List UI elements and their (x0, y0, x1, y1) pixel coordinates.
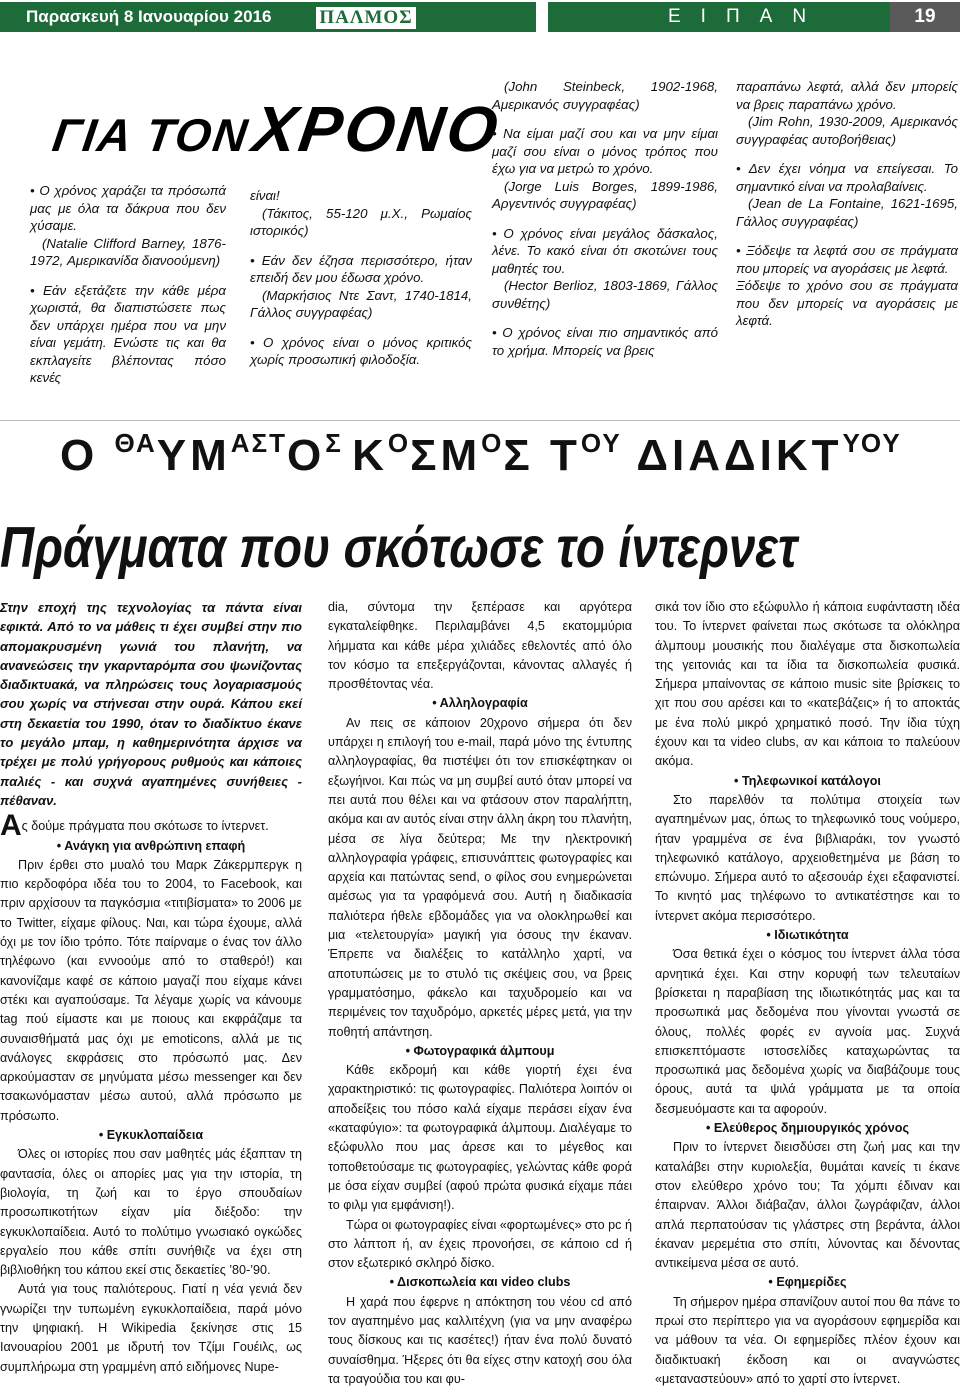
section-divider (0, 420, 960, 421)
quote-paragraph: • Δεν έχει νόημα να επείγεσαι. Το σημαντικό είναι να προλαβαίνεις. (736, 161, 958, 194)
kicker-part: ΔΙΑΔΙΚΤ (621, 431, 843, 480)
kicker-part: ΣΜ (410, 431, 482, 480)
drop-cap: Α (0, 809, 22, 843)
article-subheading: • Εγκυκλοπαίδεια (98, 1128, 204, 1143)
quotes-column-1 (30, 182, 226, 387)
quotes-section (0, 72, 960, 412)
article-paragraph: Η χαρά που έφερνε η απόκτηση του νέου cd από τον αγαπημένο μας καλλιτέχνη (για να μην αναφέρω τους δίσκους και τις κασέτες!) ήταν ένα πολύ δυνατό συναίσθημα. Ήξερες ότι θα είχες στην κατοχή σου όλα τα τραγούδια του και φυ- (328, 1294, 632, 1386)
header-right-bar (548, 2, 960, 32)
page-header (0, 0, 960, 34)
article-column-1-body (0, 837, 302, 1377)
article-paragraph: Όλες οι ιστορίες που σαν μαθητές μάς έξαπταν τη φαντασία, όλες οι απορίες μας για την ιστορία, τη βιολογία, τη ζωή και το έργο σπουδαίων προσωπικοτήτων είχαν μία διέξοδο: την εγκυκλοπαίδεια. Αυτό το πολύτιμο γνωσιακό ογκώδες εργαλείο που κάθε σπίτι συνήθιζε να έχει στη βιβλιοθήκη του κάπου εκεί στις δεκαετίες ’80-’90. (0, 1147, 302, 1278)
quote-paragraph: • Εάν δεν έζησα περισσότερο, ήταν επειδή δεν μου έδωσα χρόνο. (250, 252, 472, 285)
kicker-part: Σ (325, 428, 353, 458)
quote-paragraph: παραπάνω λεφτά, αλλά δεν μπορείς να βρεις παραπάνω χρόνο. (736, 79, 958, 112)
quote-paragraph: (Μαρκήσιος Ντε Σαντ, 1740-1814, Γάλλος συγγραφέας) (250, 287, 472, 320)
article-subheading: • Ελεύθερος δημιουργικός χρόνος (705, 1121, 910, 1136)
article-subheading: • Τηλεφωνικοί κατάλογοι (734, 773, 881, 788)
quote-paragraph: • Ο χρόνος είναι ο μόνος κριτικός χωρίς προσωπική φιλοδοξία. (250, 334, 472, 367)
kicker-part: Σ Τ (503, 431, 581, 480)
article-paragraph: Πριν έρθει στο μυαλό του Μαρκ Ζάκερμπεργκ η πιο κερδοφόρα ιδέα του το 2004, το Facebook, και πριν αρχίσουν τα παγκόσμια «τιτιβίσματα» το 2006 με το Twitter, είχαμε φίλους. Ναι, και τώρα έχουμε, αλλά όχι με τον ίδιο τρόπο. Τότε παίρναμε ο ένας τον άλλο τηλέφωνο (και εννοούμε από το σταθερό!) και κανονίζαμε καφέ σε κάποιο μαγαζί που είχαμε κάνει στέκι και αγαπούσαμε. Τα λέγαμε χωρίς να κάνουμε tag πού είμαστε και με ποιους και εκφράζαμε τα συναισθήματά μας όχι με emoticons, αλλά με τις ανάλογες εκφράσεις στο πρόσωπό μας. Δεν αρκούμασταν σε μηνύματα μέσω messenger και δεν τσακωνόμασταν μέσω αυτού, αλλά πρόσωπο με πρόσωπο. (0, 857, 302, 1123)
article-paragraph: Κάθε εκδρομή και κάθε γιορτή έχει ένα χαρακτηριστικό: τις φωτογραφίες. Παλιότερα λοιπόν οι αποδείξεις του πόσο καλά είχαμε περάσει είχαν ένα «καταφύγιο»: τα φωτογραφικά άλμπουμ. Διαλέγαμε το εξώφυλλο που μας άρεσε και το μέγεθος και τοποθετούσαμε τις φωτογραφίες, γελώντας κάθε φορά με όσα είχαν συμβεί (αφού πρώτα φυσικά είχαμε πάει το φιλμ για εμφάνιση!). (328, 1063, 632, 1213)
kicker-part: Ο (481, 428, 504, 458)
kicker-part: Ο (387, 428, 411, 458)
section-name: ΕΙΠΑΝ (668, 6, 827, 27)
quote-paragraph: (Natalie Clifford Barney, 1876-1972, Αμερικανίδα διανοούμενη) (30, 235, 226, 268)
article-lead: Στην εποχή της τεχνολογίας τα πάντα είναι εφικτά. Από το να μάθεις τι έχει συμβεί στην πιο απομακρυσμένη γωνιά του πλανήτη, να ανανεώσεις την γκαρνταρόμπα σου ψωνίζοντας διαδικτυακά, να πληρώσεις τους λογαριασμούς σου χωρίς να στήνεσαι στην ουρά. Κάπου εκεί στη δεκαετία του 1990, όταν το διαδίκτυο έκανε το μεγάλο μπαμ, η καθημερινότητα άρχισε να τρέχει με πολύ γρήγορους ρυθμούς και κάποιες παλιές - και συχνά αγαπημένες συνήθειες - πέθαναν. (0, 600, 302, 808)
article-column-3 (655, 598, 960, 1389)
article-paragraph: Στο παρελθόν τα πολύτιμα στοιχεία των αγαπημένων μας, όπως το τηλεφωνικό τους νούμερο, ήταν γραμμένα σε ένα βιβλιαράκι, τον γνωστό τηλεφωνικό κατάλογο, αρχειοθετημένα με βάση το επώνυμο. Σήμερα αυτό το αξεσουάρ έχει εξαφανιστεί. Το κινητό μας τηλέφωνο το αντικατέστησε και το ίντερνετ ακόμα περισσότερο. (655, 792, 960, 923)
article-headline: Πράγματα που σκότωσε το ίντερνετ (0, 515, 798, 580)
article-subheading: • Αλληλογραφία (432, 696, 528, 711)
article-subheading: • Δισκοπωλεία και video clubs (389, 1275, 571, 1290)
quotes-column-2 (250, 187, 472, 369)
quote-paragraph: (Jorge Luis Borges, 1899-1986, Αργεντινός συγγραφέας) (492, 178, 718, 211)
kicker-part: Ο (60, 431, 115, 480)
quote-paragraph: (Hector Berlioz, 1803-1869, Γάλλος συνθέτης) (492, 278, 718, 311)
quote-paragraph: είναι! (250, 188, 280, 203)
quotes-column-3 (492, 78, 718, 359)
header-left-bar (0, 2, 536, 32)
quote-paragraph: • Ξόδεψε τα λεφτά σου σε πράγματα που μπορείς να αγοράσεις με λεφτά. (736, 243, 958, 276)
issue-date: Παρασκευή 8 Ιανουαρίου 2016 (26, 7, 272, 26)
page-number: 19 (890, 2, 960, 32)
article-subheading: • Εφημερίδες (768, 1275, 847, 1290)
quote-paragraph: • Ο χρόνος χαράζει τα πρόσωπά μας με όλα τα δάκρυα που δεν χύσαμε. (30, 183, 226, 233)
article-paragraph: Αν πεις σε κάποιον 20χρονο σήμερα ότι δεν υπάρχει η επιλογή του e-mail, παρά μόνο της έντυπης αλληλογραφίας, θα πιστέψει ότι τον επισκέφτηκαν οι εξωγήινοι. Και πώς να μη συμβεί αυτό όταν μπορεί να πει αυτά που θέλει και να φτάσουν στον παραλήπτη, ακόμα και αν αυτός είναι στην άλλη άκρη του πλανήτη, μέσα σε λίγα δεύτερα; Με την ηλεκτρονική αλληλογραφία γράφεις, επισυνάπτεις φωτογραφίες και αρχεία και πατώντας send, ο φίλος σου ενημερώνεται αμέσως για τα γραφόμενά σου. Αυτή η διαδικασία παλιότερα ήθελε εβδομάδες για να ολοκληρωθεί και μια «τελετουργία» μαγική για όσους την έκαναν. Έπρεπε να διαλέξεις το κατάλληλο χαρτί, να αποτυπώσεις με το στυλό τις σκέψεις σου, να βρεις γραμματόσημο, φάκελο και ταχυδρομείο και να περιμένεις τον ταχυδρόμο, αρκετές μέρες μετά, για την ποθητή απάντηση. (328, 715, 632, 1039)
article-column-2 (328, 598, 632, 1389)
quote-paragraph: • Εάν εξετάζετε την κάθε μέρα χωριστά, θα διαπιστώσετε πως δεν υπάρχει ημέρα που να μην είναι γεμάτη. Ενώστε τις και θα εκπλαγείτε βλέποντας πόσο κενές (30, 282, 226, 385)
quotes-title-small: ΓΙΑ ΤΟΝ (49, 109, 253, 161)
quote-paragraph: • Ο χρόνος είναι πιο σημαντικός από το χρήμα. Μπορείς να βρεις (492, 325, 718, 358)
quote-paragraph: • Ο χρόνος είναι μεγάλος δάσκαλος, λένε. Το κακό είναι ότι σκοτώνει τους μαθητές του. (492, 225, 718, 276)
article-subheading: • Φωτογραφικά άλμπουμ (405, 1043, 555, 1058)
kicker-part: Κ (352, 431, 388, 480)
kicker-part: ΥΟΥ (842, 428, 902, 458)
quote-paragraph: (John Steinbeck, 1902-1968, Αμερικανός συγγραφέας) (492, 79, 718, 112)
kicker-part: Ο (287, 431, 326, 480)
kicker-part: ΘΑ (114, 428, 157, 458)
quote-paragraph: (Τάκιτος, 55-120 μ.Χ., Ρωμαίος ιστορικός) (250, 205, 472, 238)
article-intro-text: ς δούμε πράγματα που σκότωσε το ίντερνετ. (21, 819, 269, 834)
newspaper-logo: ΠΑΛΜΟΣ (316, 7, 416, 29)
article-paragraph: Τη σήμερον ημέρα σπανίζουν αυτοί που θα πάνε το πρωί στο περίπτερο για να αγοράσουν εφημερίδα και να μάθουν τα νέα. Οι εφημερίδες πλέον έχουν και διαδικτυακή έκδοση και οι αναγνώστες «μεταναστεύουν» από το χαρτί στο ίντερνετ. (655, 1294, 960, 1386)
quote-paragraph: • Να είμαι μαζί σου και να μην είμαι μαζί σου είναι ο μόνος τρόπος που έχω για να μετρώ το χρόνο. (492, 126, 718, 176)
article-subheading: • Ανάγκη για ανθρώπινη επαφή (56, 838, 246, 853)
article-paragraph: Πριν το ίντερνετ διεισδύσει στη ζωή μας και την καταλάβει στην κυριολεξία, θυμάται κανείς τι έκανε στον ελεύθερο χρόνο του; Τα χόμπι έδιναν και έπαιρναν. Άλλοι διάβαζαν, άλλοι ζωγράφιζαν, άλλοι απλά περπατούσαν τις γλάστρες στη βεράντα, άλλοι έκαναν μερεμέτια στο σπίτι, λύνοντας και δένοντας αντικείμενα μέσα σε αυτό. (655, 1140, 960, 1271)
article-paragraph: Αυτά για τους παλιότερους. Γιατί η νέα γενιά δεν γνωρίζει την τυπωμένη εγκυκλοπαίδεια, παρά μόνο την ψηφιακή. Η Wikipedia ξεκίνησε στις 15 Ιανουαρίου 2001 με ιδρυτή τον Τζίμι Γουέιλς, ως συμπλήρωμα στη γραμμένη από ειδήμονες Nupe- (0, 1282, 302, 1374)
quotes-title-large: ΧΡΟΝΟ (248, 93, 506, 165)
quotes-title (49, 92, 505, 166)
article-kicker (60, 428, 960, 488)
article-paragraph: dia, σύντομα την ξεπέρασε και αργότερα εγκαταλείφθηκε. Περιλαμβάνει 4,5 εκατομμύρια λήμματα και κάθε μέρα χιλιάδες εθελοντές από όλο τον κόσμο τα επεξεργάζονται, κάνοντας αλλαγές ή προσθέτοντας νέα. (328, 600, 632, 692)
article-intro (0, 809, 302, 843)
quote-paragraph: Ξόδεψε το χρόνο σου σε πράγματα που δεν μπορείς να αγοράσεις με λεφτά. (736, 278, 958, 328)
article-paragraph: Τώρα οι φωτογραφίες είναι «φορτωμένες» στο pc ή στο λάπτοπ ή, αν έχεις προνοήσει, σε κάποιο cd ή στον εξωτερικό σκληρό δίσκο. (328, 1217, 632, 1271)
article-subheading: • Ιδιωτικότητα (766, 928, 849, 943)
quote-paragraph: (Jim Rohn, 1930-2009, Αμερικανός συγγραφέας αυτοβοήθειας) (736, 114, 958, 147)
kicker-part: ΥΜ (156, 431, 231, 480)
quotes-column-4 (736, 78, 958, 330)
kicker-part: ΑΣΤ (230, 428, 288, 458)
article-paragraph: Όσα θετικά έχει ο κόσμος του ίντερνετ άλλα τόσα αρνητικά έχει. Και στην κορυφή των τελευταίων βρίσκεται η παραβίαση της ιδιωτικότητάς μας και τα προσωπικά μας δεδομένα που γίνονται γνωστά σε όλους, πολλές φορές εν αγνοία μας. Συχνά επισκεπτόμαστε ιστοσελίδες καταχωρώντας τα προσωπικά μας δεδομένα χωρίς να διαβάζουμε τους όρους, αυτά τα ψιλά γράμματα με τα οποία δεσμευόμαστε και τα αφορούν. (655, 947, 960, 1116)
quote-paragraph: (Jean de La Fontaine, 1621-1695, Γάλλος συγγραφέας) (736, 196, 958, 229)
kicker-part: ΟΥ (580, 428, 622, 458)
article-paragraph: σικά τον ίδιο στο εξώφυλλο ή κάποια ευφάνταστη ιδέα του. Το ίντερνετ φαίνεται πως σκότωσε τα ολόκληρα άλμπουμ μουσικής που διαλέγαμε στα δισκοπωλεία της γειτονιάς και τα ίδια τα δισκοπωλεία φυσικά. Σήμερα μπαίνοντας σε κάποιο music site βρίσκεις το χιτ που σου αρέσει και το «κατεβάζεις» ή το αποκτάς με ένα πολύ μικρό χρηματικό ποσό. Την ίδια τύχη έχουν και τα video clubs, αν και κάποια το παλεύουν ακόμα. (655, 600, 960, 769)
article-column-1 (0, 598, 302, 1377)
